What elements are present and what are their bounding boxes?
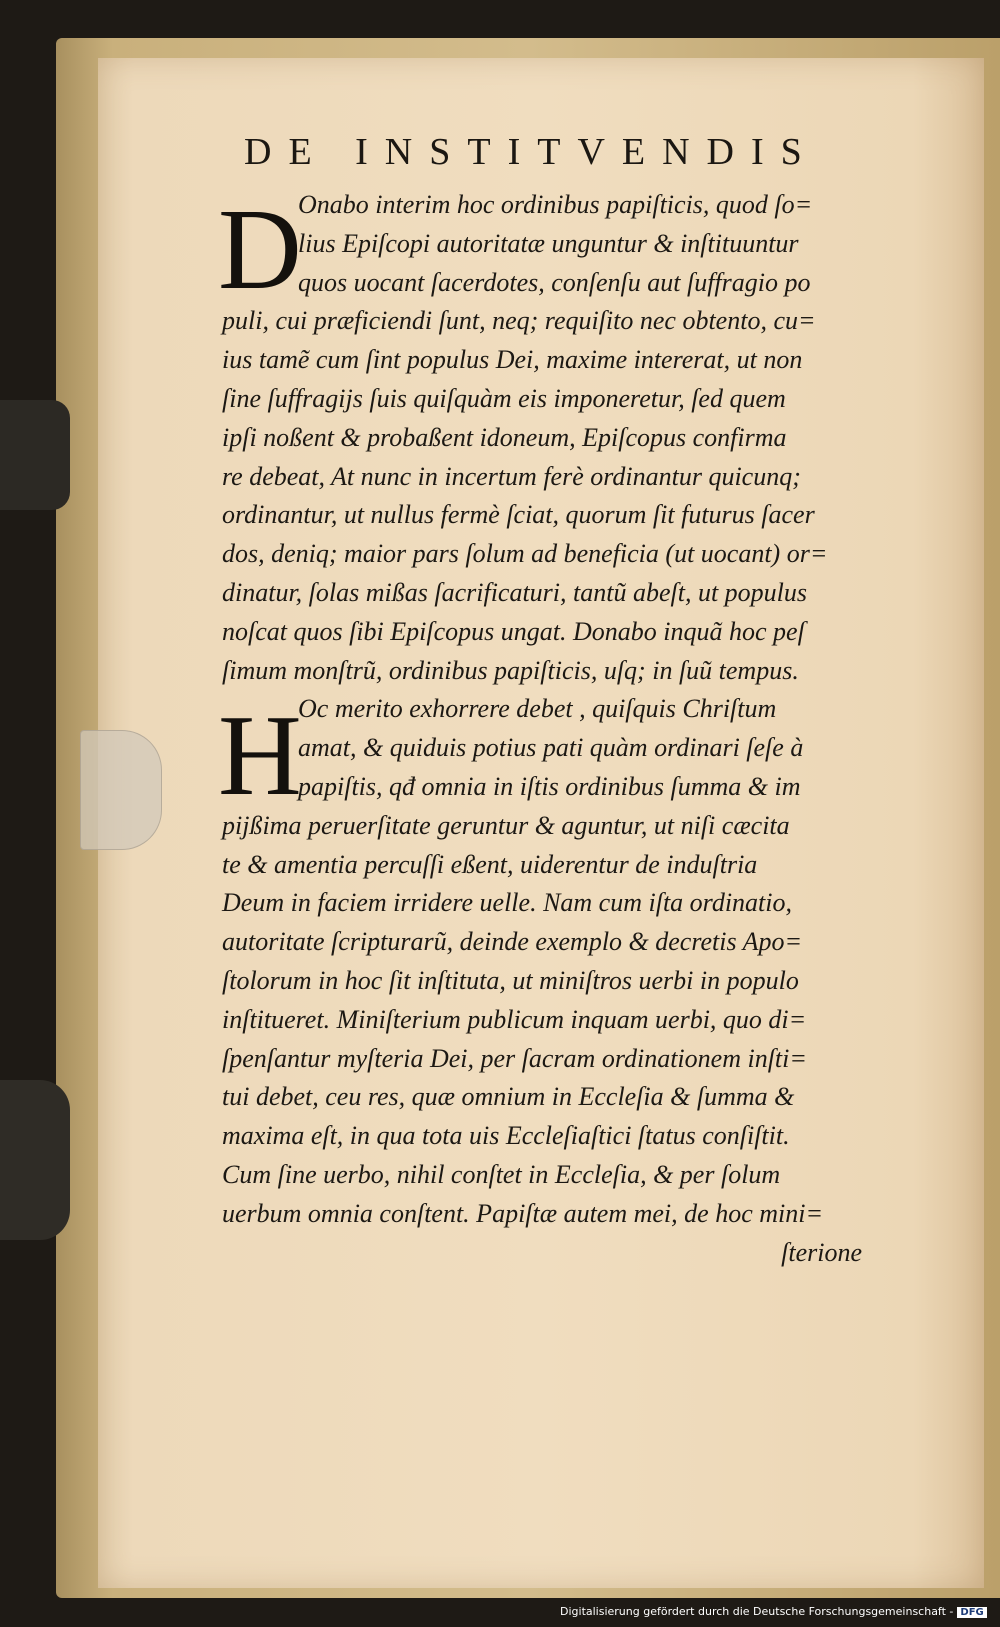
text-line: amat, & quiduis potius pati quàm ordinari ſeſe à [298,733,804,763]
drop-capital-d: D [218,186,302,314]
body-text [222,186,862,1272]
text-line: papiſtis, qđ omnia in iſtis ordinibus ſumma & im [298,771,801,801]
strap-lower [0,1080,70,1240]
text-line: dos, deniq; maior pars ſolum ad beneficia (ut uocant) or= [222,539,828,569]
text-line: lius Epiſcopi autoritatæ unguntur & inſtituuntur [298,228,799,258]
text-line: quos uocant ſacerdotes, conſenſu aut ſuffragio po [298,267,811,297]
funding-note: Digitalisierung gefördert durch die Deutsche Forschungsgemeinschaft - [560,1605,954,1618]
text-line: autoritate ſcripturarũ, deinde exemplo & decretis Apo= [222,927,803,957]
running-title: DE INSTITVENDIS [244,131,819,173]
text-line: maxima eſt, in qua tota uis Eccleſiaſtici ſtatus conſiſtit. [222,1121,790,1151]
text-line: ipſi noßent & probaßent idoneum, Epiſcopus confirma [222,422,787,452]
text-line: ius tamẽ cum ſint populus Dei, maxime intererat, ut non [222,345,803,375]
text-line: uerbum omnia conſtent. Papiſtæ autem mei, de hoc mini= [222,1198,824,1228]
text-line: puli, cui præficiendi ſunt, neq; requiſito nec obtento, cu= [222,306,816,336]
text-line: noſcat quos ſibi Epiſcopus ungat. Donabo inquã hoc peſ [222,616,805,646]
dfg-logo: DFG [957,1607,986,1618]
text-line: dinatur, ſolas mißas ſacrificaturi, tantũ abeſt, ut populus [222,577,808,607]
drop-capital-h: H [218,692,302,820]
text-line: te & amentia percuſſi eßent, uiderentur de induſtria [222,849,758,879]
text-line: pijßima peruerſitate geruntur & aguntur, ut niſi cæcita [222,810,790,840]
text-line: Oc merito exhorrere debet , quiſquis Chriſtum [298,694,777,724]
text-line: ſine ſuffragijs ſuis quiſquàm eis imponeretur, ſed quem [222,383,786,413]
text-line: inſtitueret. Miniſterium publicum inquam uerbi, quo di= [222,1004,807,1034]
text-line: tui debet, ceu res, quæ omnium in Eccleſia & ſumma & [222,1082,795,1112]
text-line: Deum in faciem irridere uelle. Nam cum iſta ordinatio, [222,888,792,918]
catchword: ſterione [781,1237,862,1267]
text-line: ſimum monſtrũ, ordinibus papiſticis, uſq; in ſuũ tempus. [222,655,799,685]
text-line: ſtolorum in hoc ſit inſtituta, ut miniſtros uerbi in populo [222,965,799,995]
text-line: Onabo interim hoc ordinibus papiſticis, quod ſo= [298,190,813,219]
text-line: ſpenſantur myſteria Dei, per ſacram ordinationem inſti= [222,1043,807,1073]
text-line: re debeat, At nunc in incertum ferè ordinantur quicunq; [222,461,801,491]
text-line: Cum ſine uerbo, nihil conſtet in Eccleſia, & per ſolum [222,1159,781,1189]
page-clip [80,730,162,850]
text-line: ordinantur, ut nullus fermè ſciat, quorum ſit futurus ſacer [222,500,815,530]
funding-footer [560,1605,987,1618]
strap-upper [0,400,70,510]
